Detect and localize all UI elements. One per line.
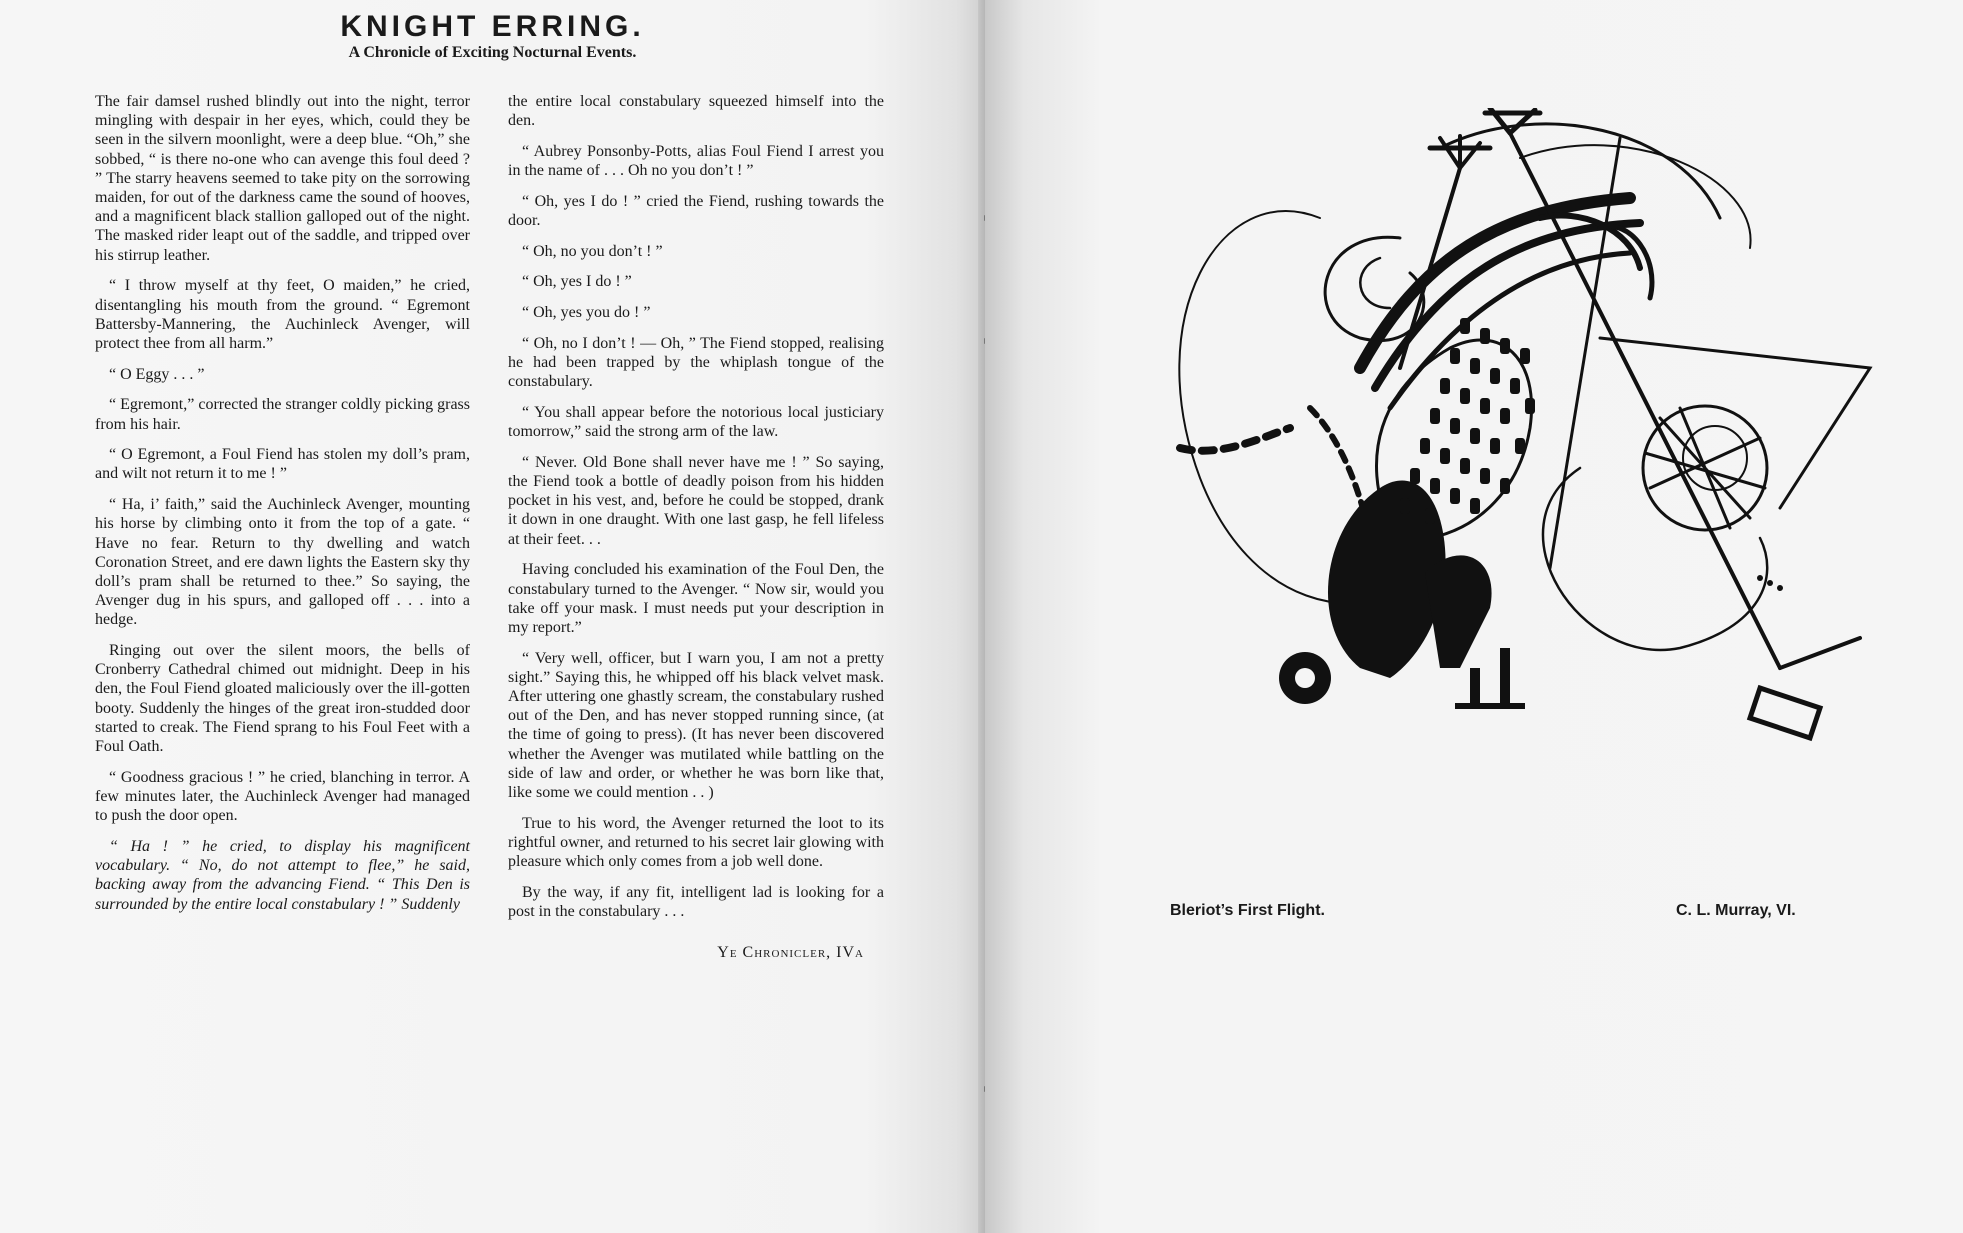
paragraph: “ Never. Old Bone shall never have me ! ” So saying, the Fiend took a bottle of deadly poison from his hidden pocket in his vest, and, before he could be stopped, drank it down in one draught. With one last gasp, he fell lifeless at their feet. . . — [508, 453, 884, 548]
paragraph: “ Very well, officer, but I warn you, I am not a pretty sight.” Saying this, he whipped off his black velvet mask. After uttering one ghastly scream, the constabulary rushed out of the Den, and has never stopped running since, (at the time of going to press). (It has never been discovered whether the Avenger was mutilated while battling on the side of law and order, or whether he was born like that, like some we could mention . . ) — [508, 649, 884, 802]
abstract-ink-flying-machine-drawing-icon — [1160, 108, 1920, 808]
paragraph: True to his word, the Avenger returned the loot to its rightful owner, and returned to his secret lair glowing with pleasure which only comes from a job well done. — [508, 814, 884, 871]
paragraph: “ Oh, yes I do ! ” cried the Fiend, rushing towards the door. — [508, 192, 884, 230]
article-column-right — [508, 92, 884, 963]
article-subtitle: A Chronicle of Exciting Nocturnal Events. — [348, 44, 637, 61]
paragraph: “ O Egremont, a Foul Fiend has stolen my doll’s pram, and wilt not return it to me ! ” — [95, 446, 470, 483]
paragraph: “ You shall appear before the notorious local justiciary tomorrow,” said the strong arm of the law. — [508, 403, 884, 441]
illustration-credit: C. L. Murray, VI. — [1676, 902, 1796, 919]
author-signoff: Ye Chronicler, IVa — [717, 944, 864, 962]
paragraph: The fair damsel rushed blindly out into the night, terror mingling with despair in her eyes, which, could they be seen in the silvern moonlight, were a deep blue. “Oh,” she sobbed, “ is there no-one who can avenge this foul deed ? ” The starry heavens seemed to take pity on the sorrowing maiden, for out of the darkness came the sound of hooves, and a magnificent black stallion galloped out of the night. The masked rider leapt out of the saddle, and tripped over his stirrup leather. — [95, 93, 470, 264]
paragraph: “ Goodness gracious ! ” he cried, blanching in terror. A few minutes later, the Auchinleck Avenger had managed to push the door open. — [95, 768, 470, 825]
paragraph: “ Egremont,” corrected the stranger coldly picking grass from his hair. — [95, 396, 470, 433]
article-column-left — [95, 92, 470, 925]
paragraph: “ Oh, yes you do ! ” — [522, 304, 651, 322]
paragraph: the entire local constabulary squeezed himself into the den. — [508, 93, 884, 130]
illustration-caption: Bleriot’s First Flight. — [1170, 902, 1325, 919]
paragraph: “ O Eggy . . . ” — [109, 365, 205, 383]
paragraph: “ Oh, no I don’t ! — Oh, ” The Fiend stopped, realising he had been trapped by the whiplash tongue of the constabulary. — [508, 334, 884, 391]
paragraph: “ Ha, i’ faith,” said the Auchinleck Avenger, mounting his horse by climbing onto it from the top of a gate. “ Have no fear. Return to thy dwelling and watch Coronation Street, and ere dawn lights the Eastern sky thy doll’s pram shall be returned to thee.” So saying, the Avenger dug in his spurs, and galloped off . . . into a hedge. — [95, 496, 470, 629]
paragraph: “ Aubrey Ponsonby-Potts, alias Foul Fiend I arrest you in the name of . . . Oh no you don’t ! ” — [508, 142, 884, 180]
paragraph: “ Ha ! ” he cried, to display his magnificent vocabulary. “ No, do not attempt to flee,” he said, backing away from the advancing Fiend. “ This Den is surrounded by the entire local constabulary ! ” Suddenly — [95, 837, 470, 913]
article-title: KNIGHT ERRING. — [340, 10, 645, 43]
paragraph: By the way, if any fit, intelligent lad is looking for a post in the constabulary . . . — [508, 883, 884, 921]
paragraph: “ Oh, no you don’t ! ” — [522, 242, 663, 260]
paragraph: Ringing out over the silent moors, the bells of Cronberry Cathedral chimed out midnight. Deep in his den, the Foul Fiend gloated maliciously over the ill-gotten booty. Suddenly the hinges of the great iron-studded door started to creak. The Fiend sprang to his Foul Feet with a Foul Oath. — [95, 642, 470, 756]
paragraph: “ I throw myself at thy feet, O maiden,” he cried, disentangling his mouth from the ground. “ Egremont Battersby-Mannering, the Auchinleck Avenger, will protect thee from all harm.” — [95, 277, 470, 352]
paragraph: Having concluded his examination of the Foul Den, the constabulary turned to the Avenger. “ Now sir, would you take off your mask. I must needs put your description in my report.” — [508, 561, 884, 636]
paragraph: “ Oh, yes I do ! ” — [522, 273, 632, 291]
